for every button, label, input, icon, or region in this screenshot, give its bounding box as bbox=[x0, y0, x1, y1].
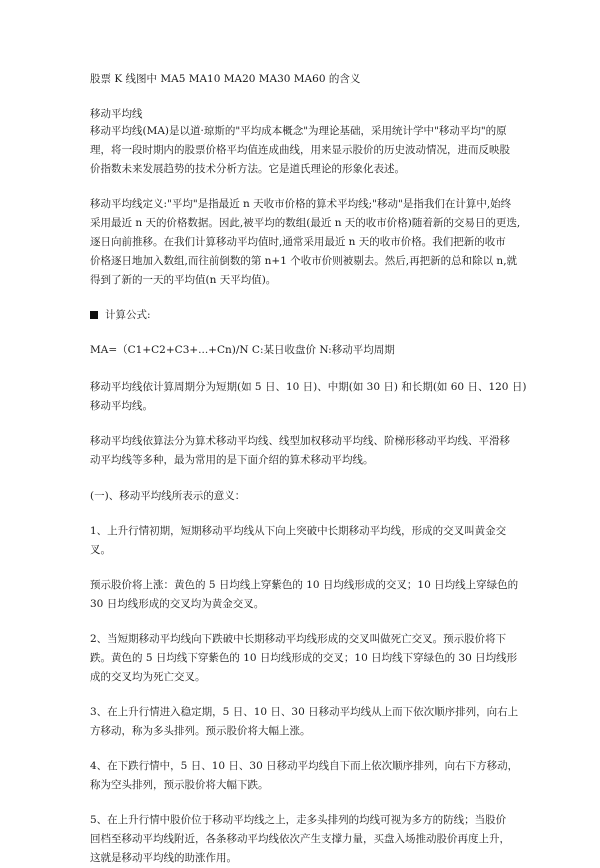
point-1-note-line: 预示股价将上涨：黄色的 5 日均线上穿紫色的 10 日均线形成的交叉；10 日均线上穿绿色的 bbox=[90, 579, 519, 591]
point-1-line: 1、上升行情初期，短期移动平均线从下向上突破中长期移动平均线，形成的交叉叫黄金交 bbox=[90, 525, 507, 537]
point-4-line: 4、在下跌行情中，5 日、10 日、30 日移动平均线自下而上依次顺序排列，向右下方移动， bbox=[90, 760, 519, 772]
period-line: 移动平均线。 bbox=[90, 400, 153, 412]
definition-line: 移动平均线定义:"平均"是指最近 n 天收市价格的算术平均线;"移动"是指我们在计算中,始终 bbox=[90, 198, 512, 210]
method-line: 动平均线等多种，最为常用的是下面介绍的算术移动平均线。 bbox=[90, 454, 374, 466]
point-3-line: 3、在上升行情进入稳定期，5 日、10 日、30 日移动平均线从上而下依次顺序排列，向右上 bbox=[90, 706, 519, 718]
formula-heading-text: 计算公式: bbox=[105, 309, 151, 321]
point-4-line: 称为空头排列，预示股价将大幅下跌。 bbox=[90, 779, 269, 791]
point-1-line: 叉。 bbox=[90, 544, 111, 556]
intro-line: 理，将一段时期内的股票价格平均值连成曲线，用来显示股价的历史波动情况，进而反映股 bbox=[90, 144, 510, 156]
intro-line: 移动平均线(MA)是以道·琼斯的"平均成本概念"为理论基础，采用统计学中"移动平均"的原 bbox=[90, 125, 507, 137]
formula-heading bbox=[90, 306, 151, 325]
point-5-line: 回档至移动平均线附近，各条移动平均线依次产生支撑力量，买盘入场推动股价再度上升， bbox=[90, 833, 510, 845]
square-bullet-icon bbox=[90, 311, 98, 319]
point-2-line: 成的交叉均为死亡交叉。 bbox=[90, 671, 206, 683]
point-5-line: 这就是移动平均线的助涨作用。 bbox=[90, 852, 237, 864]
definition-line: 逐日向前推移。在我们计算移动平均值时,通常采用最近 n 天的收市价格。我们把新的收市 bbox=[90, 236, 506, 248]
definition-line: 采用最近 n 天的价格数据。因此,被平均的数组(最近 n 天的收市价格)随着新的交易日的更迭, bbox=[90, 217, 521, 229]
point-2-line: 2、当短期移动平均线向下跌破中长期移动平均线形成的交叉叫做死亡交叉。预示股价将下 bbox=[90, 633, 507, 645]
definition-line: 得到了新的一天的平均值(n 天平均值)。 bbox=[90, 274, 277, 286]
intro-line: 价指数未来发展趋势的技术分析方法。它是道氏理论的形象化表述。 bbox=[90, 163, 405, 175]
point-1-note-line: 30 日均线形成的交叉均为黄金交叉。 bbox=[90, 598, 265, 610]
point-3-line: 方移动，称为多头排列。预示股价将大幅上涨。 bbox=[90, 725, 311, 737]
section-heading: 移动平均线 bbox=[90, 108, 143, 120]
meaning-heading: (一)、移动平均线所表示的意义： bbox=[90, 490, 246, 502]
definition-line: 价格逐日地加入数组,而往前倒数的第 n+1 个收市价则被剔去。然后,再把新的总和除以 n,就 bbox=[90, 255, 518, 267]
period-line: 移动平均线依计算周期分为短期(如 5 日、10 日)、中期(如 30 日) 和长期(如 60 日、120 日) bbox=[90, 381, 527, 393]
document-title: 股票 K 线图中 MA5 MA10 MA20 MA30 MA60 的含义 bbox=[90, 73, 361, 85]
method-line: 移动平均线依算法分为算术移动平均线、线型加权移动平均线、阶梯形移动平均线、平滑移 bbox=[90, 435, 510, 447]
point-5-line: 5、在上升行情中股价位于移动平均线之上，走多头排列的均线可视为多方的防线；当股价 bbox=[90, 814, 507, 826]
formula-line: MA=（C1+C2+C3+...+Cn)/N C:某日收盘价 N:移动平均周期 bbox=[90, 344, 395, 356]
point-2-line: 跌。黄色的 5 日均线下穿紫色的 10 日均线形成的交叉；10 日均线下穿绿色的 30 日均线形 bbox=[90, 652, 518, 664]
